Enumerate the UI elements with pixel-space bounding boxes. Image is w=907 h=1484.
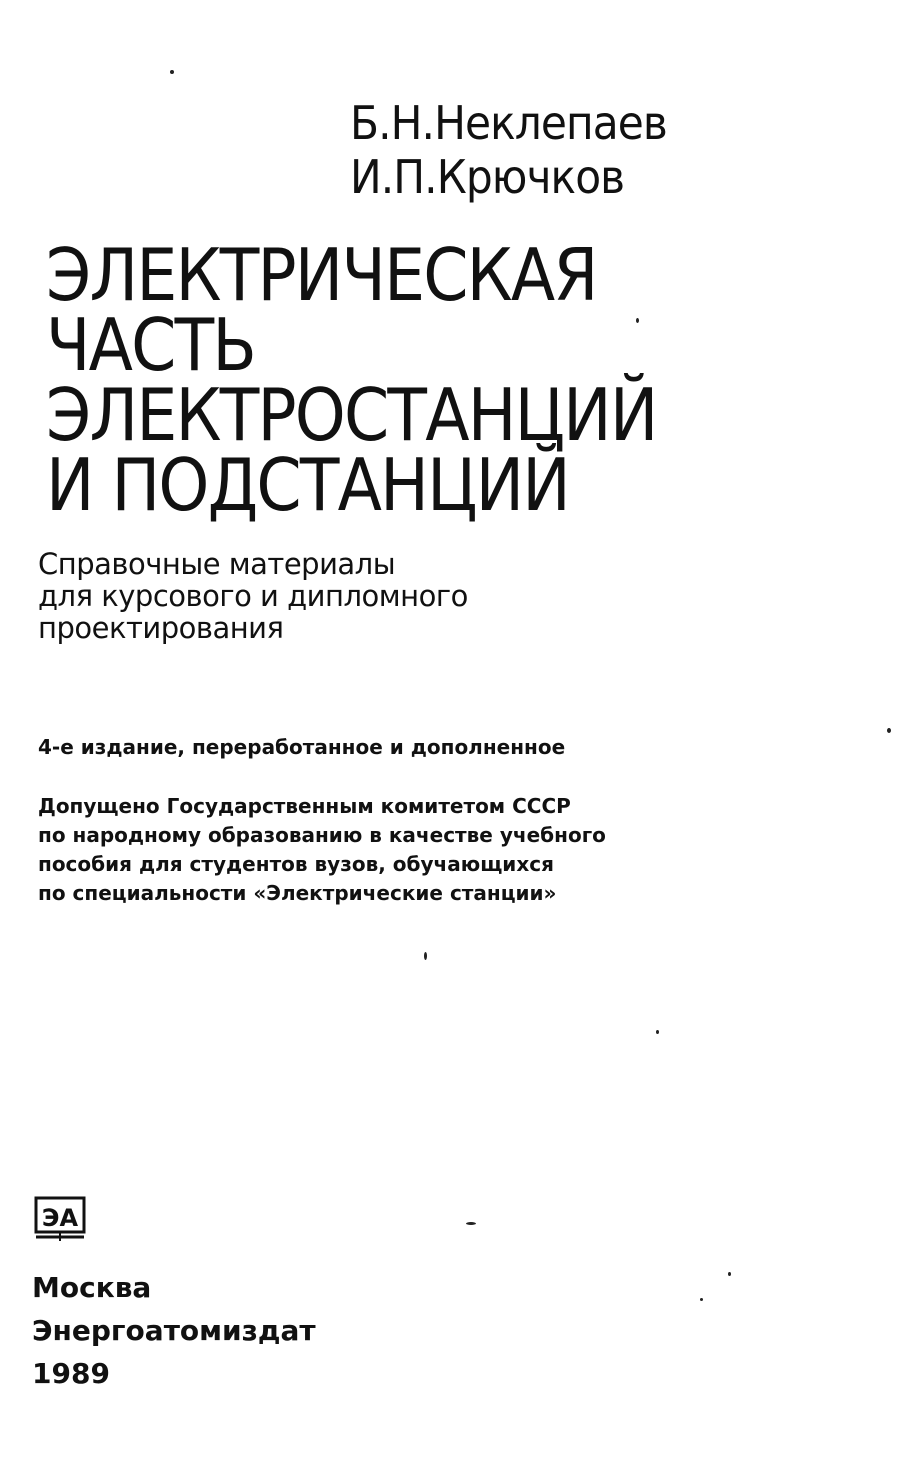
publisher-block: [32, 1266, 316, 1395]
title-line-3: ЭЛЕКТРОСТАНЦИЙ: [46, 373, 657, 457]
title-line-4: И ПОДСТАНЦИЙ: [46, 443, 569, 527]
subtitle: [38, 548, 468, 644]
authors: [350, 96, 667, 204]
scan-speck: [170, 70, 174, 74]
approval-line-4: по специальности «Электрические станции»: [38, 881, 557, 905]
author-1: Б.Н.Неклепаев: [350, 96, 667, 150]
scan-speck: [466, 1222, 476, 1225]
approval-line-2: по народному образованию в качестве учебного: [38, 823, 606, 847]
scan-speck: [700, 1298, 703, 1301]
title-line-2: ЧАСТЬ: [46, 303, 256, 387]
publication-year: 1989: [32, 1357, 110, 1390]
subtitle-line-1: Справочные материалы: [38, 547, 396, 581]
edition-note: 4-е издание, переработанное и дополненное: [38, 735, 566, 759]
subtitle-line-3: проектирования: [38, 611, 284, 645]
svg-text:ЭА: ЭА: [41, 1204, 79, 1232]
approval-line-3: пособия для студентов вузов, обучающихся: [38, 852, 554, 876]
publisher-name: Энергоатомиздат: [32, 1314, 316, 1347]
scan-speck: [636, 318, 639, 323]
approval-line-1: Допущено Государственным комитетом СССР: [38, 794, 571, 818]
scan-speck: [656, 1030, 659, 1034]
approval-note: [38, 792, 606, 908]
book-title: [46, 233, 657, 527]
publisher-city: Москва: [32, 1271, 152, 1304]
scan-speck: [728, 1272, 731, 1276]
author-2: И.П.Крючков: [350, 150, 625, 204]
subtitle-line-2: для курсового и дипломного: [38, 579, 468, 613]
title-line-1: ЭЛЕКТРИЧЕСКАЯ: [46, 233, 597, 317]
scan-speck: [887, 728, 891, 733]
publisher-logo-icon: [34, 1196, 86, 1242]
scan-speck: [424, 952, 427, 960]
